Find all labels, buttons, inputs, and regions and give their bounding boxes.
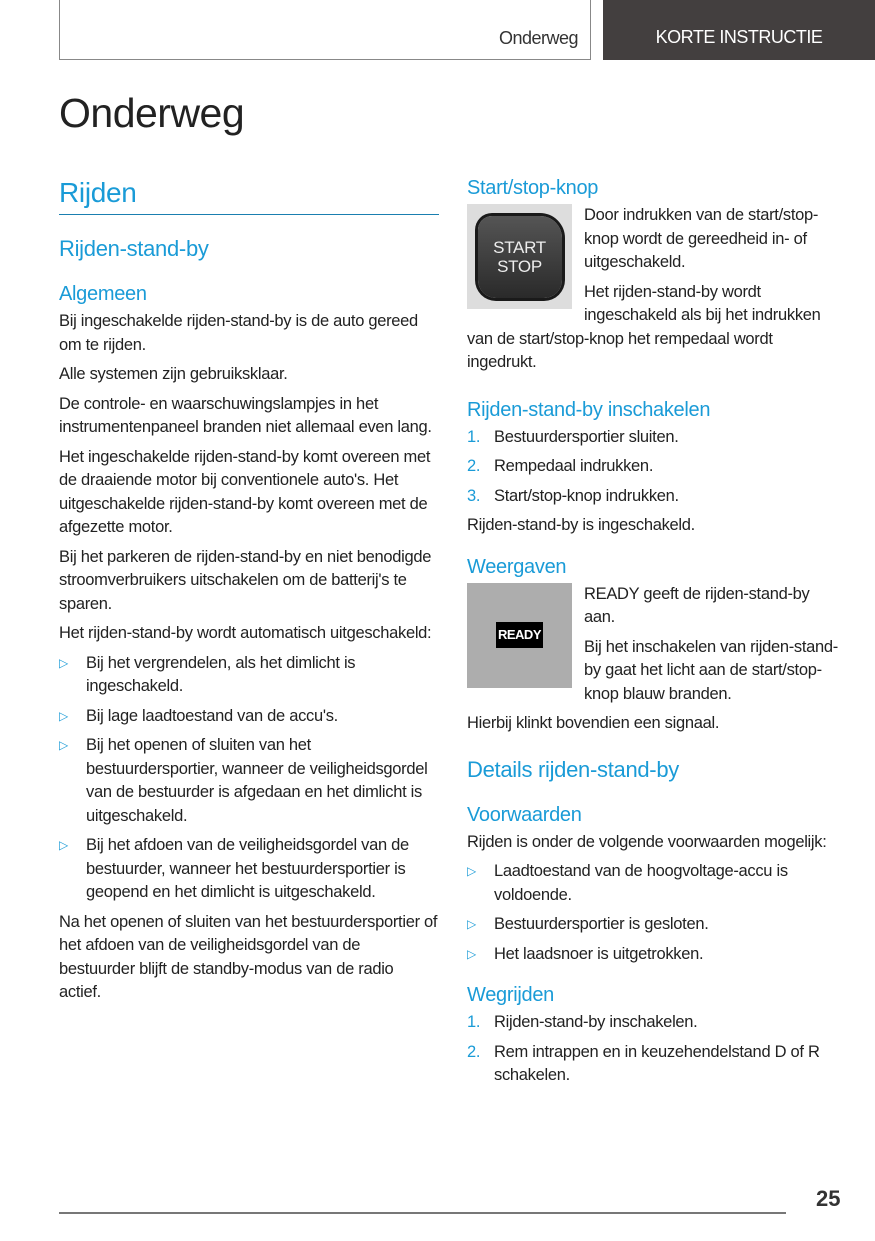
- conditions-list: [467, 860, 843, 966]
- bullet-list: [59, 652, 439, 905]
- bullet-triangle-icon: ▷: [59, 708, 68, 723]
- page-number: 25: [816, 1186, 841, 1211]
- list-item: 1. Rijden-stand-by inschakelen.: [467, 1013, 698, 1031]
- paragraph: Het ingeschakelde rijden-stand-by komt overeen met de draaiende motor bij conventionele auto's. Het uitgeschakelde rijden-stand-by komt overeen met de afgezette motor.: [59, 447, 431, 536]
- paragraph: Hierbij klinkt bovendien een signaal.: [467, 714, 720, 732]
- header-section: Onderweg: [498, 28, 578, 48]
- right-column: [467, 175, 843, 1094]
- list-item: ▷ Bij het vergrendelen, als het dimlicht is ingeschakeld.: [59, 653, 356, 695]
- heading-details: Details rijden-stand-by: [467, 756, 679, 782]
- header-chapter: KORTE INSTRUCTIE: [603, 0, 875, 60]
- heading-weergaven: Weergaven: [467, 555, 567, 578]
- heading-inschakelen: Rijden-stand-by inschakelen: [467, 398, 711, 421]
- list-item: 1. Bestuurdersportier sluiten.: [467, 427, 679, 446]
- list-item: 2. Rem intrappen en in keuzehendelstand D of R schakelen.: [467, 1042, 820, 1084]
- list-item: 2. Rempedaal indrukken.: [467, 457, 654, 475]
- heading-start-stop-knop: Start/stop-knop: [467, 177, 599, 199]
- paragraph: Bij het parkeren de rijden-stand-by en niet benodigde stroomverbruikers uitschakelen om de batterij's te sparen.: [59, 547, 432, 613]
- bullet-triangle-icon: ▷: [59, 655, 68, 670]
- paragraph: Rijden is onder de volgende voorwaarden mogelijk:: [467, 832, 827, 851]
- list-item: ▷ Bij het afdoen van de veiligheidsgordel van de bestuurder, wanneer het bestuurdersportier is geopend en het dimlicht is uitgeschakeld.: [59, 836, 409, 901]
- paragraph: Rijden-stand-by is ingeschakeld.: [467, 516, 695, 534]
- list-item: ▷ Bij lage laadtoestand van de accu's.: [59, 705, 439, 729]
- list-item: ▷ Laadtoestand van de hoogvoltage-accu is voldoende.: [467, 862, 788, 904]
- heading-voorwaarden: Voorwaarden: [467, 803, 582, 826]
- paragraph: De controle- en waarschuwingslampjes in het instrumentenpaneel branden niet allemaal even lang.: [59, 394, 432, 436]
- footer-divider: [59, 1212, 786, 1214]
- bullet-triangle-icon: ▷: [467, 864, 476, 878]
- list-item: 3. Start/stop-knop indrukken.: [467, 486, 679, 505]
- header-section-box: [59, 0, 591, 60]
- paragraph: READY geeft de rijden-stand-by aan.: [584, 584, 810, 626]
- paragraph: Alle systemen zijn gebruiksklaar.: [59, 365, 288, 383]
- list-item: ▷ Bij het openen of sluiten van het bestuurdersportier, wanneer de veiligheidsgordel van de bestuurder is afgedaan en het dimlicht is uitgeschakeld.: [59, 736, 428, 825]
- heading-rijden: Rijden: [59, 175, 439, 215]
- paragraph: Bij ingeschakelde rijden-stand-by is de auto gereed om te rijden.: [59, 312, 418, 354]
- wegrijden-list: [467, 1011, 843, 1088]
- paragraph: Het rijden-stand-by wordt automatisch uitgeschakeld:: [59, 624, 432, 642]
- bullet-triangle-icon: ▷: [467, 946, 476, 961]
- start-stop-button-image: START STOP: [467, 204, 572, 309]
- list-item: ▷ Het laadsnoer is uitgetrokken.: [467, 943, 843, 967]
- paragraph: Na het openen of sluiten van het bestuurdersportier of het afdoen van de veiligheidsgordel van de bestuurder blijft de standby-modus van de radio actief.: [59, 912, 438, 1001]
- left-column: [59, 175, 439, 1011]
- heading-algemeen: Algemeen: [59, 283, 147, 305]
- bullet-triangle-icon: ▷: [59, 738, 68, 752]
- bullet-triangle-icon: ▷: [59, 838, 68, 852]
- paragraph: Bij het inschakelen van rijden-stand-by gaat het licht aan de start/stop-knop blauw branden.: [584, 637, 838, 703]
- bullet-triangle-icon: ▷: [467, 917, 476, 931]
- ready-indicator-image: READY: [467, 583, 572, 688]
- steps-list: [467, 426, 843, 509]
- list-item: ▷ Bestuurdersportier is gesloten.: [467, 913, 843, 937]
- heading-wegrijden: Wegrijden: [467, 984, 554, 1006]
- heading-rijden-stand-by: Rijden-stand-by: [59, 236, 209, 261]
- page-title: Onderweg: [59, 90, 245, 136]
- paragraph: Door indrukken van de start/stop-knop wordt de gereedheid in- of uitgeschakeld.: [584, 206, 819, 271]
- paragraph: Het rijden-stand-by wordt ingeschakeld als bij het indrukken van de start/stop-knop het rempedaal wordt ingedrukt.: [467, 282, 821, 371]
